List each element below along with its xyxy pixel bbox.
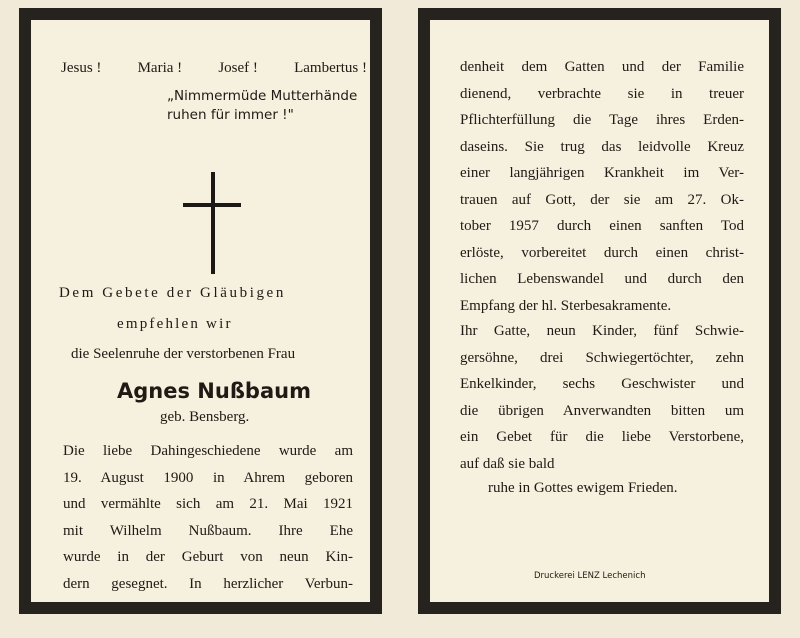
text-line: Ihr Gatte, neun Kinder, fünf Schwie- <box>460 323 744 339</box>
text-line: Die liebe Dahingeschiedene wurde am <box>63 443 353 459</box>
text-line: wurde in der Geburt von neun Kin- <box>63 549 353 565</box>
right-page <box>418 8 781 614</box>
text-line: einer langjährigen Krankheit im Ver- <box>460 165 744 181</box>
invocation-word: Jesus ! <box>61 60 102 76</box>
text-line: dienend, verbrachte sie in treuer <box>460 85 744 102</box>
maiden-name: geb. Bensberg. <box>160 409 250 425</box>
biography-continued <box>460 54 744 319</box>
appeal-line: empfehlen wir <box>117 316 233 332</box>
invocation-word: Josef ! <box>218 60 258 76</box>
invocation-line <box>61 60 367 77</box>
quote-line: „Nimmermüde Mutterhände <box>167 88 358 104</box>
text-line: mit Wilhelm Nußbaum. Ihre Ehe <box>63 522 353 539</box>
text-line: und vermählte sich am 21. Mai 1921 <box>63 496 353 512</box>
printer-imprint: Druckerei LENZ Lechenich <box>534 571 646 581</box>
text-line: trauen auf Gott, der sie am 27. Ok- <box>460 191 744 208</box>
mourners-text <box>460 318 744 477</box>
closing-line: ruhe in Gottes ewigem Frieden. <box>488 480 678 496</box>
deceased-name: Agnes Nußbaum <box>117 379 311 403</box>
text-line: Pflichterfüllung die Tage ihres Erden- <box>460 112 744 128</box>
text-line: auf daß sie bald <box>460 455 555 472</box>
text-line: erlöste, vorbereitet durch einen christ- <box>460 244 744 261</box>
text-line: gersöhne, drei Schwiegertöchter, zehn <box>460 349 744 366</box>
text-line: 19. August 1900 in Ahrem geboren <box>63 469 353 486</box>
invocation-word: Maria ! <box>137 60 183 76</box>
quote-line: ruhen für immer !" <box>167 107 294 123</box>
text-line: dern gesegnet. In herzlicher Verbun- <box>63 575 353 592</box>
text-line: die übrigen Anverwandten bitten um <box>460 402 744 419</box>
text-line: Enkelkinder, sechs Geschwister und <box>460 376 744 392</box>
text-line: denheit dem Gatten und der Familie <box>460 59 744 75</box>
left-page <box>19 8 382 614</box>
biography-text <box>63 438 353 597</box>
text-line: daseins. Sie trug das leidvolle Kreuz <box>460 138 744 155</box>
text-line: Empfang der hl. Sterbesakramente. <box>460 297 672 314</box>
invocation-word: Lambertus ! <box>294 60 367 76</box>
text-line: tober 1957 durch einen sanften Tod <box>460 218 744 234</box>
appeal-line: die Seelenruhe der verstorbenen Frau <box>71 346 296 362</box>
text-line: lichen Lebenswandel und durch den <box>460 271 744 287</box>
text-line: ein Gebet für die liebe Verstorbene, <box>460 429 744 445</box>
appeal-line: Dem Gebete der Gläubigen <box>59 285 286 301</box>
